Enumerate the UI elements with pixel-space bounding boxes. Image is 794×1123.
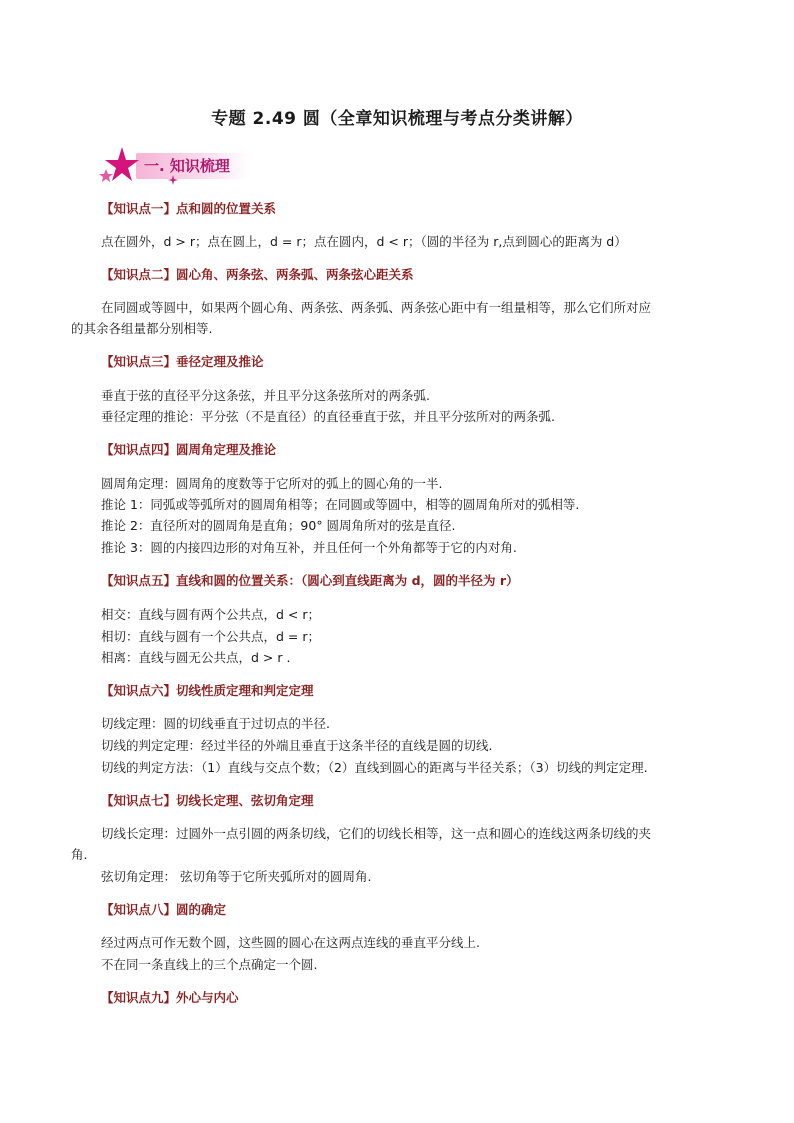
section-heading: 【知识点五】直线和圆的位置关系：（圆心到直线距离为 d，圆的半径为 r） [101, 573, 519, 588]
section-text: 相交：直线与圆有两个公共点，d < r； [101, 607, 320, 622]
section-text: 切线长定理：过圆外一点引圆的两条切线，它们的切线长相等，这一点和圆心的连线这两条切线的夹 [101, 826, 652, 841]
section-text: 不在同一条直线上的三个点确定一个圆. [101, 957, 318, 972]
section-text: 经过两点可作无数个圆，这些圆的圆心在这两点连线的垂直平分线上. [101, 935, 480, 950]
section-text: 切线定理：圆的切线垂直于过切点的半径. [101, 716, 330, 731]
star-icon [98, 145, 142, 187]
section-heading: 【知识点九】外心与内心 [101, 990, 239, 1005]
section-text: 切线的判定方法：（1）直线与交点个数；（2）直线到圆心的距离与半径关系；（3）切线的判定定理. [101, 760, 648, 775]
page-title: 专题 2.49 圆（全章知识梳理与考点分类讲解） [211, 109, 583, 129]
section-heading: 【知识点八】圆的确定 [101, 902, 227, 917]
section-text: 推论 3：圆的内接四边形的对角互补，并且任何一个外角都等于它的内对角. [101, 540, 517, 555]
banner-label: 一. 知识梳理 [144, 157, 230, 175]
section-text: 点在圆外，d > r；点在圆上，d = r；点在圆内，d < r；（圆的半径为 r,点到圆心的距离为 d） [101, 234, 627, 249]
section-heading: 【知识点二】圆心角、两条弦、两条弧、两条弦心距关系 [101, 267, 414, 282]
section-text: 推论 1：同弧或等弧所对的圆周角相等；在同圆或等圆中，相等的圆周角所对的弧相等. [101, 497, 580, 512]
section-text: 在同圆或等圆中，如果两个圆心角、两条弦、两条弧、两条弦心距中有一组量相等，那么它们所对应 [101, 300, 652, 315]
section-heading: 【知识点三】垂径定理及推论 [101, 354, 264, 369]
section-heading: 【知识点一】点和圆的位置关系 [101, 201, 277, 216]
section-text: 圆周角定理：圆周角的度数等于它所对的弧上的圆心角的一半. [101, 476, 443, 491]
section-banner [98, 145, 258, 187]
section-text: 相切：直线与圆有一个公共点，d = r； [101, 629, 320, 644]
section-text: 角. [71, 847, 88, 862]
section-text: 推论 2：直径所对的圆周角是直角；90° 圆周角所对的弦是直径. [101, 518, 456, 533]
small-star-icon [168, 175, 178, 185]
section-heading: 【知识点四】圆周角定理及推论 [101, 442, 277, 457]
section-text: 垂直于弦的直径平分这条弦，并且平分这条弦所对的两条弧. [101, 388, 430, 403]
section-text: 的其余各组量都分别相等. [71, 321, 213, 336]
section-text: 垂径定理的推论：平分弦（不是直径）的直径垂直于弦，并且平分弦所对的两条弧. [101, 409, 555, 424]
section-text: 切线的判定定理：经过半径的外端且垂直于这条半径的直线是圆的切线. [101, 738, 493, 753]
section-text: 弦切角定理： 弦切角等于它所夹弧所对的圆周角. [101, 869, 372, 884]
section-text: 相离：直线与圆无公共点，d > r . [101, 650, 291, 665]
section-heading: 【知识点七】切线长定理、弦切角定理 [101, 793, 314, 808]
section-heading: 【知识点六】切线性质定理和判定定理 [101, 683, 314, 698]
